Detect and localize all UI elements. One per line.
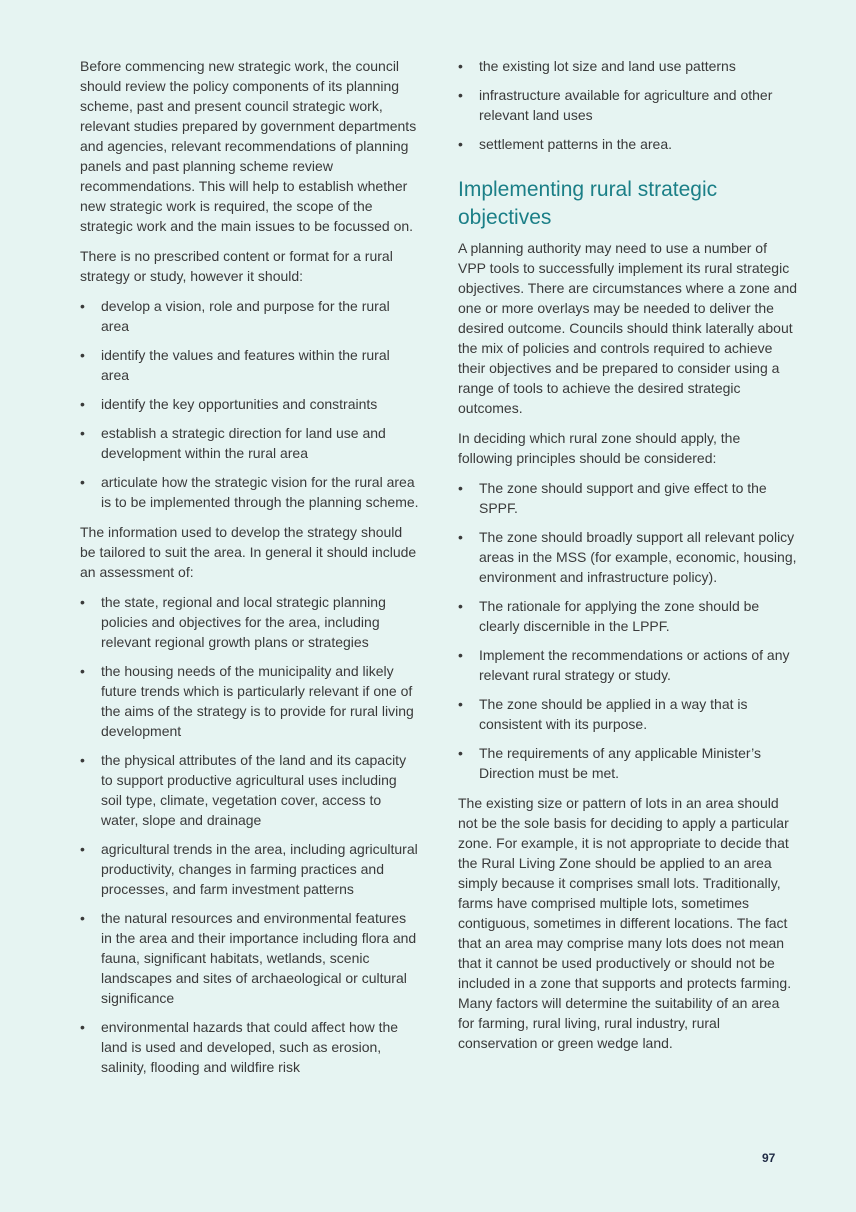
intro-paragraph: Before commencing new strategic work, the council should review the policy components of its planning scheme, past and present council strategic work, relevant studies prepared by government departments and agencies, relevant recommendations of planning panels and past planning scheme review recommendations. This will help to establish whether new strategic work is required, the scope of the strategic work and the main issues to be focussed on. [80, 58, 417, 234]
lot-pattern-paragraph: The existing size or pattern of lots in an area should not be the sole basis for deciding to apply a particular zone. For example, it is not appropriate to decide that the Rural Living Zone should be applied to an area simply because it comprises small lots. Traditionally, farms have comprised multiple lots, sometimes contiguous, sometimes in different locations. The fact that an area may comprise many lots does not mean that it cannot be used productively or should not be included in a zone that supports and protects farming. Many factors will determine the suitability of an area for farming, rural living, rural industry, rural conservation or green wedge land. [458, 795, 792, 1051]
list-item: • identify the values and features within the rural area [80, 345, 420, 385]
right-column [458, 56, 798, 1063]
list-item: • identify the key opportunities and constraints [80, 394, 420, 414]
information-paragraph: The information used to develop the strategy should be tailored to suit the area. In general it should include an assessment of: [80, 524, 417, 580]
list-item: • the housing needs of the municipality and likely future trends which is particularly relevant if one of the aims of the strategy is to provide for rural living development [80, 661, 420, 741]
strategy-content-paragraph: There is no prescribed content or format for a rural strategy or study, however it should: [80, 248, 393, 284]
principles-intro-paragraph: In deciding which rural zone should apply, the following principles should be considered: [458, 430, 741, 466]
page-number: 97 [762, 1151, 776, 1165]
list-item: • The rationale for applying the zone should be clearly discernible in the LPPF. [458, 596, 798, 636]
list-item: • settlement patterns in the area. [458, 134, 798, 154]
strategy-requirements-list [80, 296, 420, 512]
list-item: • agricultural trends in the area, including agricultural productivity, changes in farming practices and processes, and farm investment patterns [80, 839, 420, 899]
list-item: • The zone should support and give effect to the SPPF. [458, 478, 798, 518]
section-heading: Implementing rural strategic objectives [458, 178, 718, 229]
list-item: • Implement the recommendations or actions of any relevant rural strategy or study. [458, 645, 798, 685]
assessment-list-continued [458, 56, 798, 154]
list-item: • The zone should be applied in a way that is consistent with its purpose. [458, 694, 798, 734]
list-item: • The requirements of any applicable Minister’s Direction must be met. [458, 743, 798, 783]
list-item: • establish a strategic direction for land use and development within the rural area [80, 423, 420, 463]
implementation-paragraph: A planning authority may need to use a number of VPP tools to successfully implement its rural strategic objectives. There are circumstances where a zone and one or more overlays may be needed to deliver the desired outcome. Councils should think laterally about the mix of policies and controls required to achieve their objectives and be prepared to consider using a range of tools to achieve the desired strategic outcomes. [458, 240, 798, 416]
left-column [80, 56, 420, 1087]
list-item: • develop a vision, role and purpose for the rural area [80, 296, 420, 336]
list-item: • the physical attributes of the land and its capacity to support productive agricultural uses including soil type, climate, vegetation cover, access to water, slope and drainage [80, 750, 420, 830]
list-item: • environmental hazards that could affect how the land is used and developed, such as erosion, salinity, flooding and wildfire risk [80, 1017, 420, 1077]
zone-principles-list [458, 478, 798, 783]
list-item: • articulate how the strategic vision for the rural area is to be implemented through the planning scheme. [80, 472, 420, 512]
assessment-list [80, 592, 420, 1077]
list-item: • the existing lot size and land use patterns [458, 56, 798, 76]
list-item: • the state, regional and local strategic planning policies and objectives for the area, including relevant regional growth plans or strategies [80, 592, 420, 652]
list-item: • infrastructure available for agriculture and other relevant land uses [458, 85, 798, 125]
list-item: • the natural resources and environmental features in the area and their importance including flora and fauna, significant habitats, wetlands, scenic landscapes and sites of archaeological or cultural significance [80, 908, 420, 1008]
list-item: • The zone should broadly support all relevant policy areas in the MSS (for example, economic, housing, environment and infrastructure policy). [458, 527, 798, 587]
